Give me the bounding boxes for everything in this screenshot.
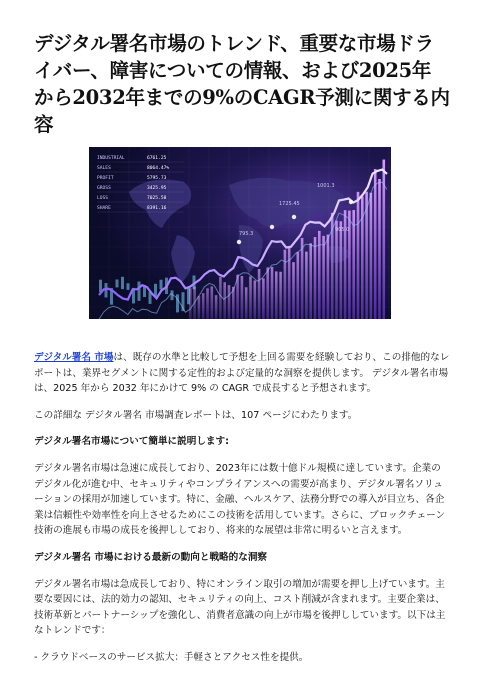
volume-bar <box>288 246 291 319</box>
volume-bar <box>202 293 205 319</box>
candle <box>127 283 130 290</box>
highlight-dot <box>270 225 274 229</box>
volume-bar <box>305 252 308 319</box>
volume-bar <box>335 221 338 319</box>
volume-bar <box>309 243 312 319</box>
floating-number: 1725.45 <box>279 201 300 207</box>
volume-bar <box>279 272 282 319</box>
ticker-name: GROSS <box>97 186 111 191</box>
pages-note: この詳細な デジタル署名 市場調査レポートは、107 ページにわたります。 <box>34 409 358 421</box>
volume-bar <box>223 282 226 319</box>
intro-text: は、既存の水準と比較して予想を上回る需要を経験しており、この排他的なレポートは、業界セグメントに関する定性的および定量的な洞察を提供します。 デジタル署名市場は、2025 年から 2032 年にかけて 9% の CAGR で成長すると予想されます。 <box>34 352 450 395</box>
stock-chart-graphic <box>89 147 391 319</box>
volume-bar <box>297 252 300 319</box>
stock-market-chart-image <box>89 147 391 319</box>
volume-bar <box>370 193 373 319</box>
candle <box>187 288 190 304</box>
volume-bar <box>275 271 278 319</box>
intro-paragraph <box>34 350 450 397</box>
volume-bar <box>206 288 209 319</box>
volume-bar <box>340 221 343 319</box>
volume-bar <box>211 286 214 319</box>
candle <box>116 279 119 287</box>
volume-bar <box>219 277 222 319</box>
market-link[interactable]: デジタル署名 市場 <box>34 352 114 363</box>
ticker-name: PROFIT <box>97 176 114 181</box>
volume-bar <box>249 276 252 319</box>
floating-number: 795.3 <box>239 231 254 237</box>
ticker-name: INDUSTRIAL <box>97 156 125 161</box>
candle <box>160 280 163 290</box>
ticker-value: 3425.95 <box>147 186 167 191</box>
ticker-value: 8064.47% <box>147 166 170 171</box>
trends-paragraph: デジタル署名市場は急成長しており、特にオンライン取引の増加が需要を押し上げています。主要な要因には、法的効力の認知、セキュリティの向上、コスト削減が含まれます。主要企業は、技術革新とパートナーシップを強化し、消費者意識の向上が市場を後押ししています。以下は主なトレンドです： <box>34 578 446 637</box>
highlight-dot <box>237 240 241 244</box>
document-title: デジタル署名市場のトレンド、重要な市場ドライバー、障害についての情報、および2025年から2032年までの9%のCAGR予測に関する内容 <box>34 32 450 136</box>
volume-bar <box>318 231 321 319</box>
candle <box>154 284 157 296</box>
volume-bar <box>378 179 381 319</box>
highlight-dot <box>349 200 353 204</box>
volume-bar <box>374 169 377 319</box>
volume-bar <box>327 235 330 319</box>
volume-bar <box>357 192 360 319</box>
volume-bar <box>241 276 244 319</box>
volume-bar <box>292 262 295 319</box>
volume-bar <box>266 267 269 319</box>
volume-bar <box>352 210 355 319</box>
volume-bar <box>245 287 248 319</box>
volume-bar <box>215 295 218 319</box>
volume-bar <box>284 250 287 319</box>
ticker-value: 7025.58 <box>147 196 167 201</box>
volume-bar <box>314 237 317 319</box>
floating-number: 905.0 <box>335 227 350 233</box>
volume-bar <box>258 269 261 319</box>
trend-bullet: - クラウドベースのサービス拡大：手軽さとアクセス性を提供。 <box>34 651 309 663</box>
volume-bar <box>198 296 201 319</box>
candle <box>138 281 141 300</box>
candle <box>121 277 124 289</box>
ticker-value: 6761.25 <box>147 156 167 161</box>
overview-paragraph: デジタル署名市場は急速に成長しており、2023年には数十億ドル規模に達しています。企業のデジタル化が進む中、セキュリティやコンプライアンスへの需要が高まり、デジタル署名ソリューションの採用が加速しています。特に、金融、ヘルスケア、法務分野での導入が目立ち、各企業は信頼性や効率性を向上させるためにこの技術を活用しています。さらに、ブロックチェーン技術の進展も市場の成長を後押ししており、将来的な展望は非常に明るいと言えます。 <box>34 462 446 537</box>
section-heading-trends: デジタル署名 市場における最新の動向と戦略的な洞察 <box>34 551 268 563</box>
ticker-value: 5795.73 <box>147 176 167 181</box>
volume-bar <box>262 278 265 319</box>
volume-bar <box>254 280 257 319</box>
highlight-dot <box>292 215 296 219</box>
ticker-name: LOSS <box>97 196 109 201</box>
ticker-value: 8391.16 <box>147 206 167 211</box>
volume-bar <box>228 285 231 319</box>
article-body <box>34 350 450 677</box>
ticker-name: SALES <box>97 166 111 171</box>
floating-number: 1001.3 <box>317 183 335 189</box>
section-heading-overview: デジタル署名市場について簡単に説明します: <box>34 436 229 448</box>
volume-bar <box>322 236 325 319</box>
ticker-name: SHARE <box>97 206 111 211</box>
volume-bar <box>271 267 274 319</box>
